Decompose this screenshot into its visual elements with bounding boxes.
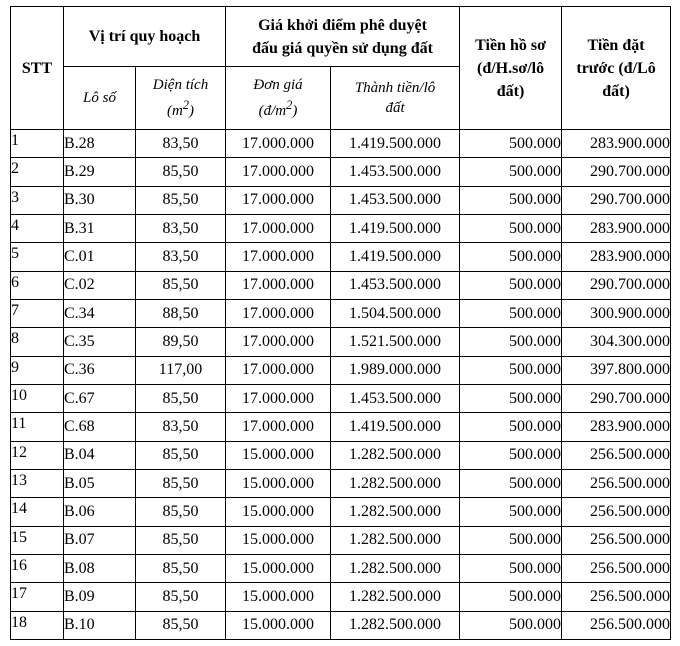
cell-stt: 11 xyxy=(11,413,64,441)
cell-stt: 1 xyxy=(11,130,64,158)
cell-area: 85,50 xyxy=(136,469,226,497)
cell-lot: B.10 xyxy=(64,611,136,639)
cell-deposit: 283.900.000 xyxy=(562,214,671,242)
table-row xyxy=(11,413,671,441)
cell-unit-price: 17.000.000 xyxy=(226,299,331,327)
cell-total: 1.453.500.000 xyxy=(331,271,460,299)
header-price xyxy=(226,7,460,67)
cell-area: 85,50 xyxy=(136,554,226,582)
header-unit-price xyxy=(226,67,331,130)
cell-fee: 500.000 xyxy=(460,583,562,611)
cell-lot: C.34 xyxy=(64,299,136,327)
cell-deposit: 283.900.000 xyxy=(562,130,671,158)
cell-deposit: 290.700.000 xyxy=(562,158,671,186)
cell-lot: B.30 xyxy=(64,186,136,214)
cell-deposit: 256.500.000 xyxy=(562,469,671,497)
cell-stt: 14 xyxy=(11,498,64,526)
cell-unit-price: 15.000.000 xyxy=(226,498,331,526)
cell-area: 88,50 xyxy=(136,299,226,327)
header-fee: Tiền hồ sơ (đ/H.sơ/lô đất) xyxy=(460,7,562,130)
cell-stt: 7 xyxy=(11,299,64,327)
cell-fee: 500.000 xyxy=(460,130,562,158)
cell-lot: B.28 xyxy=(64,130,136,158)
cell-fee: 500.000 xyxy=(460,498,562,526)
cell-unit-price: 17.000.000 xyxy=(226,328,331,356)
table-row xyxy=(11,611,671,639)
header-price-line2: đấu giá quyền sử dụng đất xyxy=(252,39,433,57)
cell-unit-price: 17.000.000 xyxy=(226,271,331,299)
header-area-sup: 2 xyxy=(182,98,190,112)
cell-fee: 500.000 xyxy=(460,526,562,554)
cell-unit-price: 15.000.000 xyxy=(226,611,331,639)
cell-stt: 17 xyxy=(11,583,64,611)
cell-fee: 500.000 xyxy=(460,243,562,271)
cell-lot: B.31 xyxy=(64,214,136,242)
cell-deposit: 290.700.000 xyxy=(562,271,671,299)
cell-fee: 500.000 xyxy=(460,214,562,242)
cell-lot: B.04 xyxy=(64,441,136,469)
cell-total: 1.453.500.000 xyxy=(331,186,460,214)
cell-deposit: 290.700.000 xyxy=(562,186,671,214)
cell-stt: 4 xyxy=(11,214,64,242)
cell-stt: 3 xyxy=(11,186,64,214)
cell-area: 85,50 xyxy=(136,271,226,299)
cell-lot: B.08 xyxy=(64,554,136,582)
table-row xyxy=(11,158,671,186)
cell-area: 85,50 xyxy=(136,526,226,554)
cell-stt: 12 xyxy=(11,441,64,469)
cell-unit-price: 17.000.000 xyxy=(226,130,331,158)
cell-stt: 8 xyxy=(11,328,64,356)
header-area-prefix: Diện tích (m xyxy=(152,77,209,119)
cell-lot: C.67 xyxy=(64,384,136,412)
cell-total: 1.282.500.000 xyxy=(331,498,460,526)
cell-total: 1.419.500.000 xyxy=(331,243,460,271)
cell-fee: 500.000 xyxy=(460,469,562,497)
cell-unit-price: 15.000.000 xyxy=(226,469,331,497)
cell-total: 1.282.500.000 xyxy=(331,583,460,611)
header-price-line1: Giá khởi điểm phê duyệt xyxy=(258,16,427,34)
table-row xyxy=(11,554,671,582)
cell-fee: 500.000 xyxy=(460,441,562,469)
header-stt: STT xyxy=(11,7,64,130)
table-row xyxy=(11,356,671,384)
cell-lot: B.05 xyxy=(64,469,136,497)
cell-total: 1.504.500.000 xyxy=(331,299,460,327)
cell-unit-price: 15.000.000 xyxy=(226,441,331,469)
cell-lot: C.35 xyxy=(64,328,136,356)
header-area xyxy=(136,67,226,130)
cell-fee: 500.000 xyxy=(460,186,562,214)
cell-unit-price: 15.000.000 xyxy=(226,583,331,611)
cell-stt: 16 xyxy=(11,554,64,582)
header-deposit: Tiền đặt trước (đ/Lô đất) xyxy=(562,7,671,130)
cell-area: 85,50 xyxy=(136,611,226,639)
cell-lot: B.09 xyxy=(64,583,136,611)
cell-total: 1.282.500.000 xyxy=(331,469,460,497)
header-total: Thành tiền/lô đất xyxy=(331,67,460,130)
cell-area: 83,50 xyxy=(136,243,226,271)
cell-stt: 10 xyxy=(11,384,64,412)
cell-total: 1.419.500.000 xyxy=(331,214,460,242)
cell-total: 1.282.500.000 xyxy=(331,441,460,469)
cell-fee: 500.000 xyxy=(460,554,562,582)
cell-lot: B.06 xyxy=(64,498,136,526)
cell-area: 89,50 xyxy=(136,328,226,356)
cell-deposit: 304.300.000 xyxy=(562,328,671,356)
cell-total: 1.282.500.000 xyxy=(331,554,460,582)
header-area-suffix: ) xyxy=(189,103,195,119)
cell-fee: 500.000 xyxy=(460,299,562,327)
cell-total: 1.521.500.000 xyxy=(331,328,460,356)
cell-area: 85,50 xyxy=(136,158,226,186)
cell-unit-price: 17.000.000 xyxy=(226,384,331,412)
cell-lot: C.36 xyxy=(64,356,136,384)
cell-deposit: 256.500.000 xyxy=(562,554,671,582)
cell-lot: B.07 xyxy=(64,526,136,554)
cell-area: 85,50 xyxy=(136,441,226,469)
table-row xyxy=(11,299,671,327)
cell-stt: 13 xyxy=(11,469,64,497)
cell-unit-price: 17.000.000 xyxy=(226,158,331,186)
table-row xyxy=(11,384,671,412)
header-unit-price-suffix: ) xyxy=(292,103,298,119)
cell-total: 1.282.500.000 xyxy=(331,526,460,554)
cell-fee: 500.000 xyxy=(460,384,562,412)
cell-unit-price: 15.000.000 xyxy=(226,554,331,582)
cell-total: 1.419.500.000 xyxy=(331,413,460,441)
cell-unit-price: 17.000.000 xyxy=(226,356,331,384)
cell-deposit: 256.500.000 xyxy=(562,526,671,554)
cell-unit-price: 17.000.000 xyxy=(226,214,331,242)
auction-price-table xyxy=(10,6,671,640)
cell-fee: 500.000 xyxy=(460,356,562,384)
table-row xyxy=(11,130,671,158)
cell-total: 1.282.500.000 xyxy=(331,611,460,639)
table-row xyxy=(11,271,671,299)
cell-deposit: 283.900.000 xyxy=(562,243,671,271)
table-row xyxy=(11,328,671,356)
table-row xyxy=(11,498,671,526)
cell-fee: 500.000 xyxy=(460,271,562,299)
table-row xyxy=(11,214,671,242)
cell-unit-price: 17.000.000 xyxy=(226,413,331,441)
cell-area: 83,50 xyxy=(136,413,226,441)
cell-area: 85,50 xyxy=(136,498,226,526)
table-row xyxy=(11,469,671,497)
cell-fee: 500.000 xyxy=(460,158,562,186)
cell-area: 85,50 xyxy=(136,583,226,611)
cell-unit-price: 17.000.000 xyxy=(226,186,331,214)
header-unit-price-prefix: Đơn giá (đ/m xyxy=(253,77,303,119)
cell-area: 85,50 xyxy=(136,384,226,412)
cell-stt: 6 xyxy=(11,271,64,299)
cell-deposit: 256.500.000 xyxy=(562,441,671,469)
table-row xyxy=(11,583,671,611)
cell-stt: 2 xyxy=(11,158,64,186)
cell-lot: C.68 xyxy=(64,413,136,441)
cell-deposit: 300.900.000 xyxy=(562,299,671,327)
cell-lot: C.02 xyxy=(64,271,136,299)
cell-deposit: 256.500.000 xyxy=(562,498,671,526)
cell-lot: C.01 xyxy=(64,243,136,271)
cell-fee: 500.000 xyxy=(460,413,562,441)
cell-fee: 500.000 xyxy=(460,611,562,639)
table-row xyxy=(11,186,671,214)
header-lot: Lô số xyxy=(64,67,136,130)
table-body xyxy=(11,130,671,640)
header-location: Vị trí quy hoạch xyxy=(64,7,226,67)
cell-total: 1.989.000.000 xyxy=(331,356,460,384)
cell-lot: B.29 xyxy=(64,158,136,186)
table-row xyxy=(11,243,671,271)
cell-total: 1.453.500.000 xyxy=(331,158,460,186)
table-row xyxy=(11,526,671,554)
table-row xyxy=(11,441,671,469)
cell-stt: 5 xyxy=(11,243,64,271)
cell-area: 83,50 xyxy=(136,130,226,158)
cell-deposit: 283.900.000 xyxy=(562,413,671,441)
cell-stt: 15 xyxy=(11,526,64,554)
cell-fee: 500.000 xyxy=(460,328,562,356)
cell-deposit: 256.500.000 xyxy=(562,611,671,639)
cell-deposit: 256.500.000 xyxy=(562,583,671,611)
cell-total: 1.453.500.000 xyxy=(331,384,460,412)
cell-unit-price: 17.000.000 xyxy=(226,243,331,271)
cell-area: 85,50 xyxy=(136,186,226,214)
header-unit-price-sup: 2 xyxy=(286,98,293,112)
cell-stt: 9 xyxy=(11,356,64,384)
cell-deposit: 290.700.000 xyxy=(562,384,671,412)
cell-area: 83,50 xyxy=(136,214,226,242)
cell-stt: 18 xyxy=(11,611,64,639)
cell-unit-price: 15.000.000 xyxy=(226,526,331,554)
cell-area: 117,00 xyxy=(136,356,226,384)
cell-deposit: 397.800.000 xyxy=(562,356,671,384)
cell-total: 1.419.500.000 xyxy=(331,130,460,158)
